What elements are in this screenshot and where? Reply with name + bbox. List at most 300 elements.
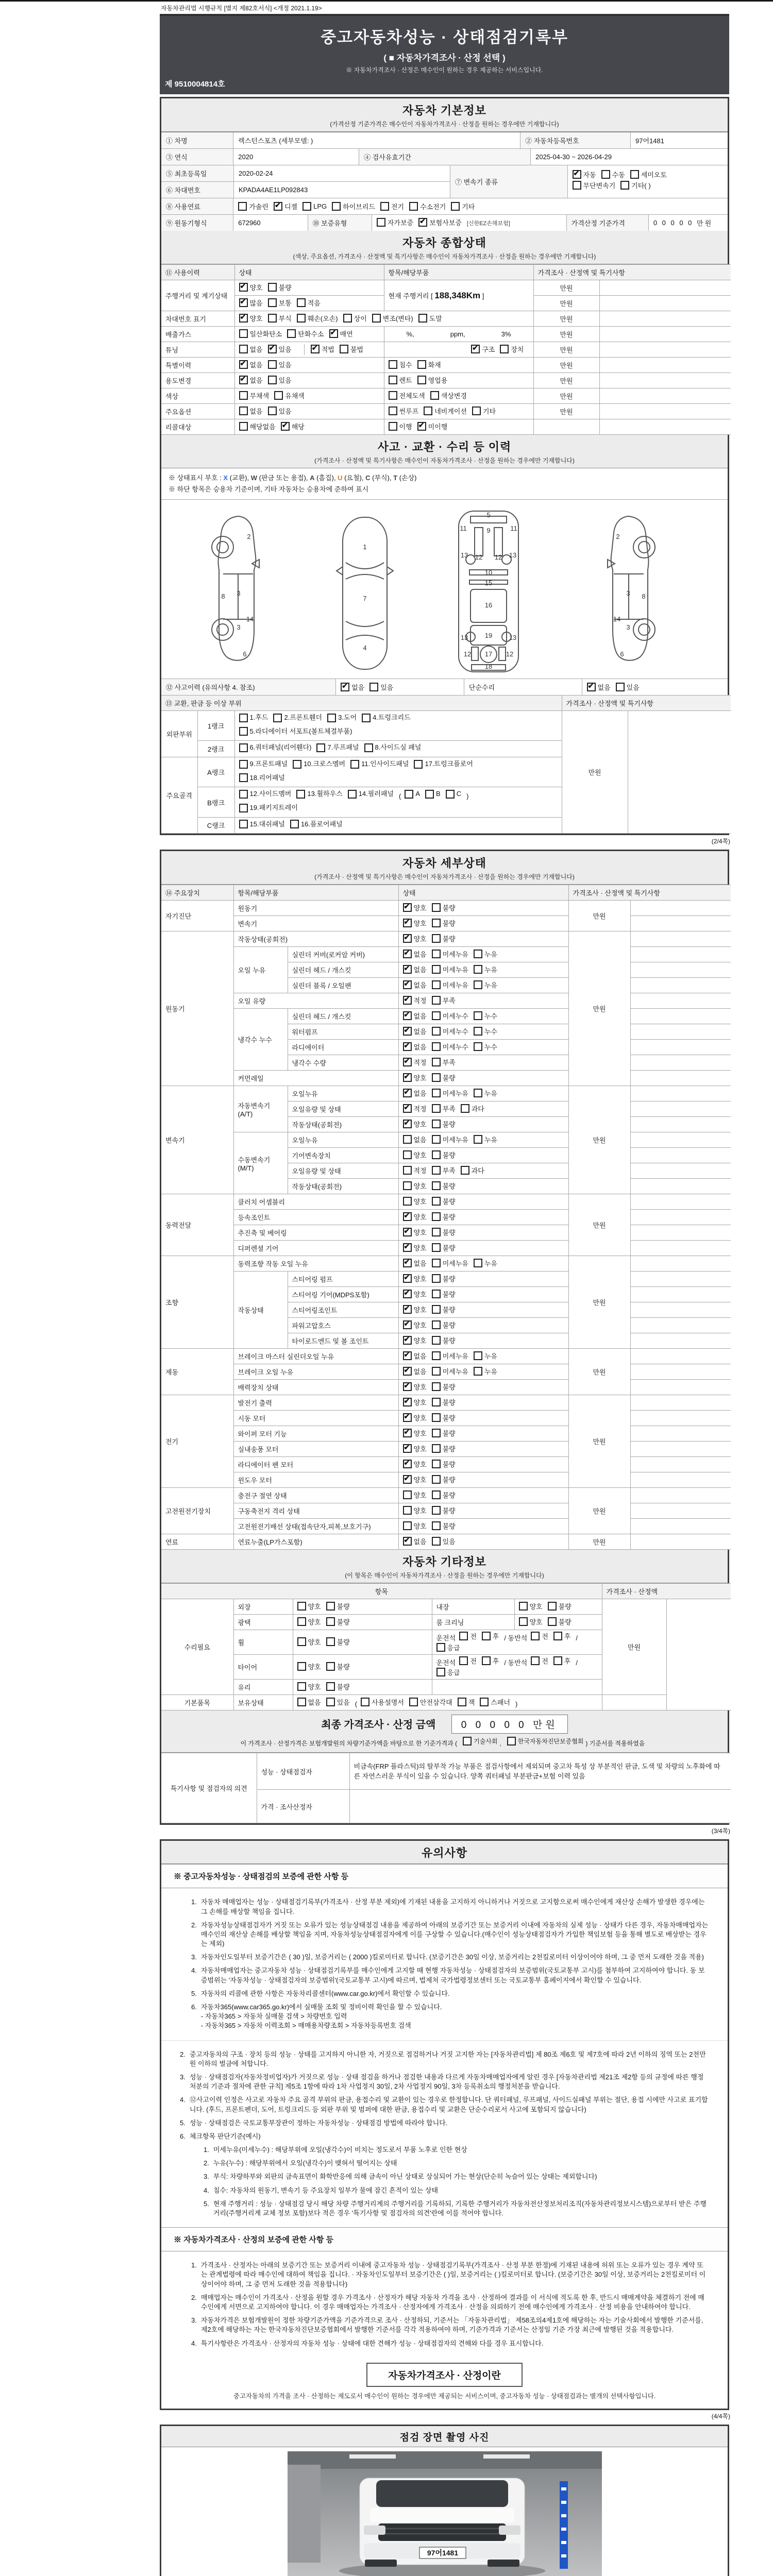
checkbox-option[interactable] [403,1459,427,1469]
recall-done-options [384,419,533,435]
detail-col-device: ⑭ 주요장치 [161,885,233,901]
option-label: 양호 [249,284,263,292]
option-label: 미세누수 [442,1012,468,1021]
checkbox-option[interactable] [482,1631,499,1641]
checkbox-option[interactable] [409,1697,452,1707]
option-label: 양호 [413,1182,427,1191]
checkbox-option[interactable] [474,1366,497,1376]
checkbox-option[interactable] [403,1181,427,1191]
checkbox-option[interactable] [461,1104,484,1113]
checkbox-icon [432,1336,441,1345]
checkbox-option[interactable] [432,1536,456,1546]
checkbox-option[interactable] [432,1243,456,1252]
checkbox-option[interactable] [293,758,345,770]
checkbox-option[interactable] [403,1196,427,1206]
checkbox-checked-icon [471,345,480,353]
checkbox-option[interactable] [432,1304,456,1314]
checkbox-option[interactable] [436,1667,460,1677]
checkbox-option[interactable] [432,1196,456,1206]
checkbox-option[interactable] [474,980,497,990]
checkbox-option[interactable] [573,180,616,190]
checkbox-option[interactable] [389,421,412,431]
checkbox-option[interactable] [297,1697,321,1707]
price-cell: 만원 [568,1086,630,1194]
checkbox-option[interactable] [239,742,312,753]
checkbox-option[interactable] [268,298,292,308]
option-label: 없음 [413,1028,427,1036]
checkbox-option[interactable] [372,313,413,323]
checkbox-option[interactable] [432,1057,456,1067]
checkbox-option[interactable] [403,1320,427,1330]
checkbox-icon [425,790,434,799]
checkbox-icon [472,406,481,415]
option-label: 있음 [442,1538,456,1546]
checkbox-option[interactable] [239,788,292,800]
checkbox-option[interactable] [432,1134,468,1144]
checkbox-option[interactable] [432,1042,468,1052]
checkbox-option[interactable] [239,802,298,814]
checkbox-option[interactable] [239,391,270,400]
option-label: 기타( ) [631,182,651,190]
checkbox-option[interactable] [474,1258,497,1268]
checkbox-option[interactable] [268,344,292,354]
checkbox-option[interactable] [297,1617,321,1626]
notice-item-text: ⑫사고이력 인정은 사고로 자동차 주요 골격 부위의 판금, 용접수리 및 교환이 있는 경우로 한정합니다. 단 쿼터패널, 루프패널, 사이드실패널 부위는 절단, 용접 시에만 사고로 표기합니다. (후드, 프론트펜더, 도어, 트렁크리드 등 외판 부위 및 범퍼에 대한 판금, 용접수리 및 교환은 단순수리로서 사고에 포함되지 않습니다) [189,2096,708,2113]
checkbox-option[interactable] [239,421,276,431]
checkbox-option[interactable] [239,313,263,323]
checkbox-option[interactable] [389,391,425,400]
notice-item-number: 4. [191,2339,197,2347]
checkbox-checked-icon [239,314,248,323]
checkbox-option[interactable] [403,1444,427,1453]
checkbox-option[interactable] [432,1212,456,1222]
checkbox-option[interactable] [239,758,288,770]
note-cell [630,1488,731,1503]
checkbox-option[interactable] [274,201,297,211]
checkbox-option[interactable] [239,819,285,830]
checkbox-option[interactable] [296,788,342,800]
checkbox-option[interactable] [418,217,462,227]
checkbox-option[interactable] [274,391,305,400]
checkbox-option[interactable] [548,1617,572,1626]
checkbox-option[interactable] [389,406,419,416]
checkbox-option[interactable] [432,995,456,1005]
checkbox-option[interactable] [616,682,640,692]
part-item-label: 브레이크 마스터 실린더오일 누유 [233,1349,398,1364]
option-label: 불량 [442,1383,456,1392]
checkbox-option[interactable] [268,282,292,292]
checkbox-option[interactable] [531,1631,548,1641]
checkbox-option[interactable] [405,788,420,800]
status-options [398,1302,568,1318]
option-label: 없음 [249,361,263,369]
checkbox-option[interactable] [601,170,625,179]
checkbox-option[interactable] [403,1057,427,1067]
checkbox-option[interactable] [239,298,263,308]
checkbox-icon [268,376,277,384]
checkbox-option[interactable] [327,712,357,723]
checkbox-option[interactable] [403,1428,427,1438]
checkbox-option[interactable] [432,1289,456,1299]
option-label: 미세누유 [442,966,468,974]
checkbox-option[interactable] [403,1150,427,1160]
checkbox-option[interactable] [403,1521,427,1531]
checkbox-option[interactable] [461,1165,484,1175]
inspector-opinion: 비금속(FRP 플라스틱)의 탈부착 가능 부품은 점검사항에서 제외되며 중고차 특성 상 부분적인 판금, 도색 및 차량의 노후화에 따른 자연스러운 부식이 있을 수 있습니다. 양쪽 쿼터패널 부분판금+보험 이력 있음 [349,1753,731,1790]
section-notices [160,1839,729,2410]
checkbox-option[interactable] [287,329,324,338]
checkbox-option[interactable] [430,391,467,400]
checkbox-option[interactable] [361,1697,404,1707]
checkbox-option[interactable] [348,788,394,800]
checkbox-option[interactable] [548,1601,572,1611]
checkbox-option[interactable] [482,1656,499,1666]
checkbox-option[interactable] [403,1134,427,1144]
checkbox-option[interactable] [403,903,427,912]
checkbox-option[interactable] [343,313,367,323]
car-diagram [161,500,728,679]
option-label: 미세누유 [442,981,468,990]
notice-item [191,2339,709,2348]
device-group-label: 고전원전기장치 [161,1488,233,1534]
checkbox-option[interactable] [341,682,364,692]
option-label: 부족 [442,1059,456,1067]
status-options [398,901,568,916]
checkbox-option[interactable] [389,360,412,369]
special-history-options [234,358,384,373]
checkbox-option[interactable] [403,980,427,990]
checkbox-option[interactable] [380,201,404,211]
checkbox-option[interactable] [297,298,321,308]
checkbox-option[interactable] [458,1697,475,1707]
checkbox-option[interactable] [326,1662,350,1671]
checkbox-option[interactable] [432,949,468,959]
checkbox-option[interactable] [474,1042,497,1052]
notice-item-number: 1. [191,1898,197,1906]
checkbox-option[interactable] [432,1475,456,1484]
checkbox-option[interactable] [432,918,456,928]
checkbox-option[interactable] [409,201,446,211]
checkbox-option[interactable] [403,995,427,1005]
checkbox-option[interactable] [326,1637,350,1647]
checkbox-option[interactable] [350,758,409,770]
checkbox-option[interactable] [239,712,268,723]
checkbox-option[interactable] [432,934,456,943]
note-cell [630,1380,731,1395]
checkbox-option[interactable] [432,1382,456,1392]
checkbox-option[interactable] [403,1243,427,1252]
checkbox-option[interactable] [417,421,448,431]
checkbox-checked-icon [403,1274,412,1283]
checkbox-icon [432,1089,441,1097]
checkbox-option[interactable] [432,1521,456,1531]
notice-item-number: 3. [204,2173,209,2181]
checkbox-option[interactable] [474,1011,497,1021]
checkbox-option[interactable] [553,1656,571,1666]
checkbox-option[interactable] [507,1737,584,1745]
checkbox-option[interactable] [316,742,359,753]
checkbox-option[interactable] [531,1656,548,1666]
checkbox-option[interactable] [414,758,473,770]
checkbox-option[interactable] [432,1397,456,1407]
checkbox-option[interactable] [239,329,282,338]
checkbox-option[interactable] [403,1088,427,1098]
options-text: / [576,1634,578,1642]
checkbox-option[interactable] [432,1428,456,1438]
checkbox-icon [432,950,441,958]
checkbox-option[interactable] [362,712,411,723]
checkbox-option[interactable] [519,1601,543,1611]
checkbox-icon [616,683,625,691]
checkbox-option[interactable] [403,1227,427,1237]
checkbox-option[interactable] [239,360,263,369]
note-cell [630,1534,731,1550]
detail-table-body [161,901,731,1550]
checkbox-option[interactable] [432,1505,456,1515]
checkbox-option[interactable] [239,406,263,416]
option-label: 미세누수 [442,1028,468,1036]
checkbox-option[interactable] [432,980,468,990]
checkbox-option[interactable] [403,1536,427,1546]
checkbox-option[interactable] [239,282,263,292]
part-item-label: 고전원전기배선 상태(접속단자,피복,보호기구) [233,1519,398,1534]
option-label: 5.라디에이터 서포트(볼트체결부품) [249,727,352,735]
panel-number: 3 [237,623,241,632]
checkbox-option[interactable] [268,375,292,385]
checkbox-icon [239,804,248,812]
main-option-options [234,404,384,419]
checkbox-option[interactable] [297,1637,321,1647]
checkbox-option[interactable] [290,819,343,830]
checkbox-option[interactable] [480,1697,510,1707]
checkbox-option[interactable] [297,1662,321,1671]
checkbox-option[interactable] [403,1351,427,1361]
option-label: 스패너 [491,1699,510,1707]
checkbox-option[interactable] [432,1119,456,1129]
checkbox-option[interactable] [364,742,422,753]
checkbox-option[interactable] [340,344,363,354]
checkbox-option[interactable] [553,1631,571,1641]
notice-item-number: 2. [204,2159,209,2167]
checkbox-option[interactable] [297,313,338,323]
checkbox-option[interactable] [238,201,268,211]
checkbox-option[interactable] [432,1366,468,1376]
checkbox-option[interactable] [403,1026,427,1036]
checkbox-option[interactable] [403,1475,427,1484]
checkbox-option[interactable] [630,170,667,179]
checkbox-option[interactable] [403,1413,427,1422]
checkbox-option[interactable] [403,1042,427,1052]
checkbox-option[interactable] [432,1073,456,1082]
panel-number: 18 [484,663,493,671]
checkbox-option[interactable] [403,1258,427,1268]
checkbox-option[interactable] [403,1335,427,1345]
checkbox-option[interactable] [403,1165,427,1175]
windshield [376,2480,508,2507]
device-group-label: 변속기 [161,1086,233,1194]
notice-item [180,2095,709,2114]
checkbox-icon [432,903,441,912]
checkbox-option[interactable] [620,180,650,190]
checkbox-option[interactable] [311,344,334,354]
checkbox-option[interactable] [432,1227,456,1237]
note-cell [666,1599,731,1710]
option-label: 불량 [278,284,292,292]
checkbox-icon [389,376,397,384]
tire-position-options [432,1655,602,1680]
checkbox-option[interactable] [474,1351,497,1361]
checkbox-option[interactable] [403,1490,427,1500]
checkbox-checked-icon [239,298,248,307]
checkbox-option[interactable] [403,1011,427,1021]
checkbox-option[interactable] [273,712,322,723]
checkbox-option[interactable] [474,1026,497,1036]
option-label: 있음 [380,684,394,692]
checkbox-option[interactable] [326,1617,350,1626]
checkbox-icon [432,996,441,1005]
checkbox-option[interactable] [432,1413,456,1422]
option-label: 색상변경 [441,392,467,400]
checkbox-icon [620,181,629,190]
checkbox-option[interactable] [326,1682,350,1691]
checkbox-option[interactable] [432,1181,456,1191]
checkbox-option[interactable] [268,360,292,369]
panel-number: 15 [484,579,493,587]
checkbox-option[interactable] [432,1088,468,1098]
checkbox-option[interactable] [281,421,305,431]
checkbox-option[interactable] [432,1150,456,1160]
checkbox-option[interactable] [573,170,596,179]
checkbox-option[interactable] [329,329,353,338]
checkbox-option[interactable] [500,344,524,354]
checkbox-option[interactable] [451,201,475,211]
checkbox-option[interactable] [403,1274,427,1283]
checkbox-option[interactable] [432,903,456,912]
option-label: 후 [564,1633,571,1641]
checkbox-option[interactable] [403,1304,427,1314]
checkbox-option[interactable] [471,344,495,354]
legend-code: U [338,474,343,482]
checkbox-option[interactable] [389,375,412,385]
checkbox-option[interactable] [436,1642,460,1652]
checkbox-option[interactable] [424,406,467,416]
checkbox-icon [326,1662,335,1671]
notice-item-number: 5. [204,2199,209,2208]
checkbox-option[interactable] [239,726,352,737]
checkbox-option[interactable] [403,1397,427,1407]
checkbox-option[interactable] [474,964,497,974]
checkbox-option[interactable] [432,1274,456,1283]
part-item-label: 디퍼렌셜 기어 [233,1241,398,1256]
checkbox-option[interactable] [432,1011,468,1021]
checkbox-option[interactable] [432,1490,456,1500]
checkbox-option[interactable] [459,1631,477,1641]
option-label: 누유 [484,951,497,959]
option-label: 7.루프패널 [327,743,359,752]
checkbox-option[interactable] [459,1656,477,1666]
car-side-left-outline [212,516,259,660]
part-item-label: 타이로드엔드 및 볼 조인트 [288,1333,398,1349]
checkbox-option[interactable] [297,1601,321,1611]
checkbox-option[interactable] [587,682,611,692]
car-diagram-svg [161,502,728,674]
checkbox-option[interactable] [268,313,292,323]
checkbox-option[interactable] [474,949,497,959]
checkbox-option[interactable] [403,918,427,928]
checkbox-option[interactable] [297,1682,321,1691]
checkbox-option[interactable] [326,1601,350,1611]
checkbox-checked-icon [403,1367,412,1376]
checkbox-option[interactable] [425,788,441,800]
checkbox-option[interactable] [369,682,393,692]
option-label: 누유 [484,1136,497,1144]
checkbox-option[interactable] [239,344,263,354]
checkbox-icon [519,1617,528,1626]
checkbox-option[interactable] [432,1026,468,1036]
checkbox-option[interactable] [474,1134,497,1144]
checkbox-option[interactable] [472,406,496,416]
checkbox-option[interactable] [303,202,327,211]
checkbox-option[interactable] [239,375,263,385]
checkbox-option[interactable] [519,1617,543,1626]
checkbox-option[interactable] [474,1088,497,1098]
checkbox-option[interactable] [239,772,285,784]
checkbox-option[interactable] [432,1165,456,1175]
checkbox-option[interactable] [432,964,468,974]
checkbox-option[interactable] [403,934,427,943]
checkbox-option[interactable] [403,964,427,974]
checkbox-option[interactable] [403,1104,427,1113]
option-label: 불량 [442,1476,456,1484]
notice-item [204,2145,709,2155]
accident-subtitle: (가격조사 · 산정액 및 특기사항은 매수인이 자동차가격조사 · 산정을 원하는 경우에만 기재합니다) [314,457,575,464]
notice-item-text: 자동차성능상태점검자가 거짓 또는 오류가 있는 성능상태점검 내용을 제공하여 아래의 보증기간 또는 보증거리 이내에 자동차의 실제 성능 · 상태가 다른 경우, 자동차매매업자는 매수인의 재산상 손해를 배상할 책임을 지며, 자동차성능상태점검자에게 이를 구상할 수 있습니다.(매수인이 성능상태점검자가 가입한 책임보험 등을 통해 별도로 배상받는 경우는 제외) [200,1921,709,1948]
checkbox-option[interactable] [377,217,413,227]
checkbox-option[interactable] [403,1366,427,1376]
checkbox-option[interactable] [403,1119,427,1129]
checkbox-option[interactable] [403,1382,427,1392]
options-text: 운전석 [436,1634,456,1642]
checkbox-option[interactable] [446,788,461,800]
checkbox-option[interactable] [432,1258,468,1268]
checkbox-option[interactable] [432,1320,456,1330]
checkbox-option[interactable] [432,1444,456,1453]
option-label: 기타 [482,408,496,415]
checkbox-option[interactable] [432,1335,456,1345]
checkbox-option[interactable] [417,360,441,369]
checkbox-option[interactable] [432,1104,456,1113]
checkbox-checked-icon [403,1351,412,1360]
checkbox-option[interactable] [403,1073,427,1082]
checkbox-option[interactable] [403,1212,427,1222]
checkbox-option[interactable] [268,406,292,416]
checkbox-option[interactable] [403,949,427,959]
checkbox-option[interactable] [403,1505,427,1515]
reg-no-value: 97어1481 [630,132,728,148]
checkbox-option[interactable] [326,1697,350,1707]
checkbox-option[interactable] [432,1459,456,1469]
checkbox-option[interactable] [403,1289,427,1299]
checkbox-option[interactable] [332,201,375,211]
checkbox-icon [474,1259,482,1267]
checkbox-option[interactable] [418,313,442,323]
panel-number: 4 [363,644,367,652]
checkbox-option[interactable] [463,1737,497,1745]
checkbox-option[interactable] [417,375,448,385]
panel-number: 16 [484,601,493,609]
checkbox-option[interactable] [432,1351,468,1361]
notice-item-text: 중고자동차의 구조 · 장치 등의 성능 · 상태를 고지하지 아니한 자, 거짓으로 점검하거나 거짓 고지한 자는 [자동차관리법] 제 80조 제6호 및 제7호에 따라 2년 이하의 징역 또는 2천만원 이하의 벌금에 처합니다. [189,2050,706,2067]
